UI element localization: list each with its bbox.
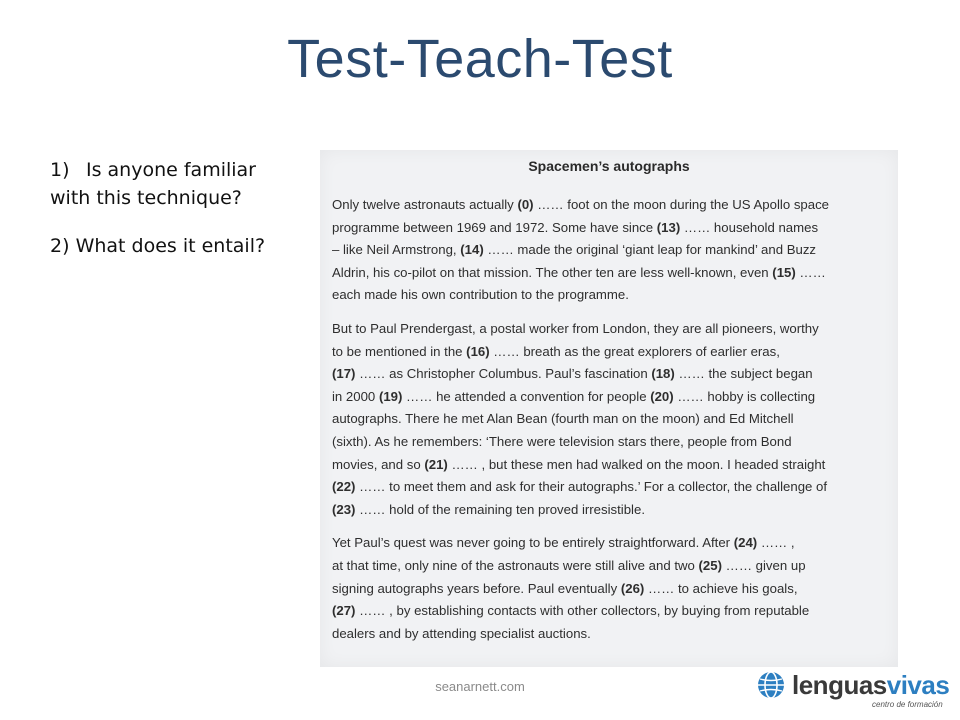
scan-line	[332, 239, 892, 262]
logo-main: lenguas	[792, 670, 887, 700]
scan-text: But to Paul Prendergast, a postal worker from London, they are all pioneers, worthy	[332, 320, 819, 336]
gap-number: (23)	[332, 501, 356, 517]
scan-line	[332, 532, 892, 555]
scan-line	[332, 454, 892, 477]
scan-line	[332, 386, 892, 409]
gap-number: (27)	[332, 603, 356, 619]
logo-subtitle: centro de formación	[872, 700, 943, 709]
scan-line	[332, 600, 892, 623]
scan-text: …… hold of the remaining ten proved irresistible.	[355, 501, 645, 517]
question-2-number: 2)	[50, 235, 70, 257]
question-1-number: 1)	[50, 159, 70, 181]
scan-line	[332, 578, 892, 601]
scanned-text-image	[320, 150, 898, 667]
scan-line	[332, 284, 892, 307]
scan-paragraph	[332, 318, 892, 521]
scan-text: signing autographs years before. Paul eventually	[332, 580, 621, 596]
scan-text: …… he attended a convention for people	[402, 388, 651, 404]
scan-text: to be mentioned in the	[332, 343, 467, 359]
scan-line	[332, 262, 892, 285]
scan-text: autographs. There he met Alan Bean (fourth man on the moon) and Ed Mitchell	[332, 411, 794, 427]
lenguasvivas-logo	[756, 668, 956, 714]
scan-text: …… household names	[680, 219, 819, 235]
scan-line	[332, 217, 892, 240]
scan-text: at that time, only nine of the astronauts were still alive and two	[332, 557, 699, 573]
scan-text: Aldrin, his co-pilot on that mission. The other ten are less well-known, even	[332, 264, 773, 280]
scan-text: …… ,	[757, 535, 795, 551]
gap-number: (13)	[656, 219, 681, 235]
gap-number: (14)	[460, 242, 484, 258]
globe-icon	[756, 670, 786, 700]
scan-text: …… , by establishing contacts with other collectors, by buying from reputable	[355, 603, 810, 619]
gap-number: (21)	[424, 456, 448, 472]
scan-line	[332, 623, 892, 646]
scan-line	[332, 499, 892, 522]
question-list	[50, 156, 300, 260]
scan-line	[332, 363, 892, 386]
scan-text: …… , but these men had walked on the moon. I headed straight	[447, 456, 826, 472]
gap-number: (22)	[332, 479, 356, 495]
scan-text: (sixth). As he remembers: ‘There were television stars there, people from Bond	[332, 433, 792, 449]
scan-line	[332, 341, 892, 364]
slide-title: Test-Teach-Test	[287, 29, 673, 89]
question-1	[50, 156, 300, 212]
gap-number: (26)	[620, 580, 645, 596]
gap-number: (19)	[378, 388, 403, 404]
gap-number: (24)	[733, 535, 758, 551]
question-1-text-continued: with this technique?	[50, 187, 242, 209]
scan-text: …… given up	[721, 557, 806, 573]
logo-accent: vivas	[886, 670, 950, 700]
question-1-text: Is anyone familiar	[86, 159, 256, 181]
scan-text: …… to achieve his goals,	[644, 580, 798, 596]
scan-line	[332, 194, 892, 217]
scan-text: Only twelve astronauts actually	[332, 197, 518, 212]
scan-line	[332, 431, 892, 454]
scan-text: movies, and so	[332, 456, 425, 472]
gap-number: (25)	[698, 557, 722, 573]
gap-number: (15)	[772, 264, 796, 280]
gap-number: (0)	[517, 197, 534, 212]
scan-text: – like Neil Armstrong,	[332, 242, 461, 258]
scan-text: …… as Christopher Columbus. Paul’s fascination	[355, 366, 652, 382]
scan-line	[332, 555, 892, 578]
gap-number: (18)	[651, 366, 675, 382]
gap-number: (20)	[650, 388, 674, 404]
gap-number: (17)	[332, 366, 356, 382]
scan-text: dealers and by attending specialist auctions.	[332, 625, 591, 641]
scan-text: …… to meet them and ask for their autographs.’ For a collector, the challenge of	[355, 479, 828, 495]
scan-line	[332, 408, 892, 431]
scan-text: …… foot on the moon during the US Apollo space	[533, 197, 830, 212]
question-2-text: What does it entail?	[75, 235, 266, 257]
footer-url: seanarnett.com	[435, 679, 525, 694]
scan-text: in 2000	[332, 388, 379, 404]
scan-line	[332, 318, 892, 341]
scan-paragraph	[332, 194, 892, 307]
gap-number: (16)	[466, 343, 490, 359]
scan-heading: Spacemen’s autographs	[528, 158, 690, 174]
scan-text: each made his own contribution to the programme.	[332, 287, 629, 303]
scan-text: programme between 1969 and 1972. Some have since	[332, 219, 657, 235]
scan-text: Yet Paul’s quest was never going to be entirely straightforward. After	[332, 535, 734, 551]
scan-line	[332, 476, 892, 499]
question-2	[50, 232, 300, 260]
scan-text: …… made the original ‘giant leap for mankind’ and Buzz	[483, 242, 817, 258]
logo-wordmark	[792, 670, 949, 701]
scan-paragraph	[332, 532, 892, 645]
scan-text: …… hobby is collecting	[673, 388, 816, 404]
scan-text: …… breath as the great explorers of earlier eras,	[489, 343, 780, 359]
scan-text: ……	[795, 264, 826, 280]
scan-body	[332, 194, 892, 645]
scan-text: …… the subject began	[674, 366, 813, 382]
